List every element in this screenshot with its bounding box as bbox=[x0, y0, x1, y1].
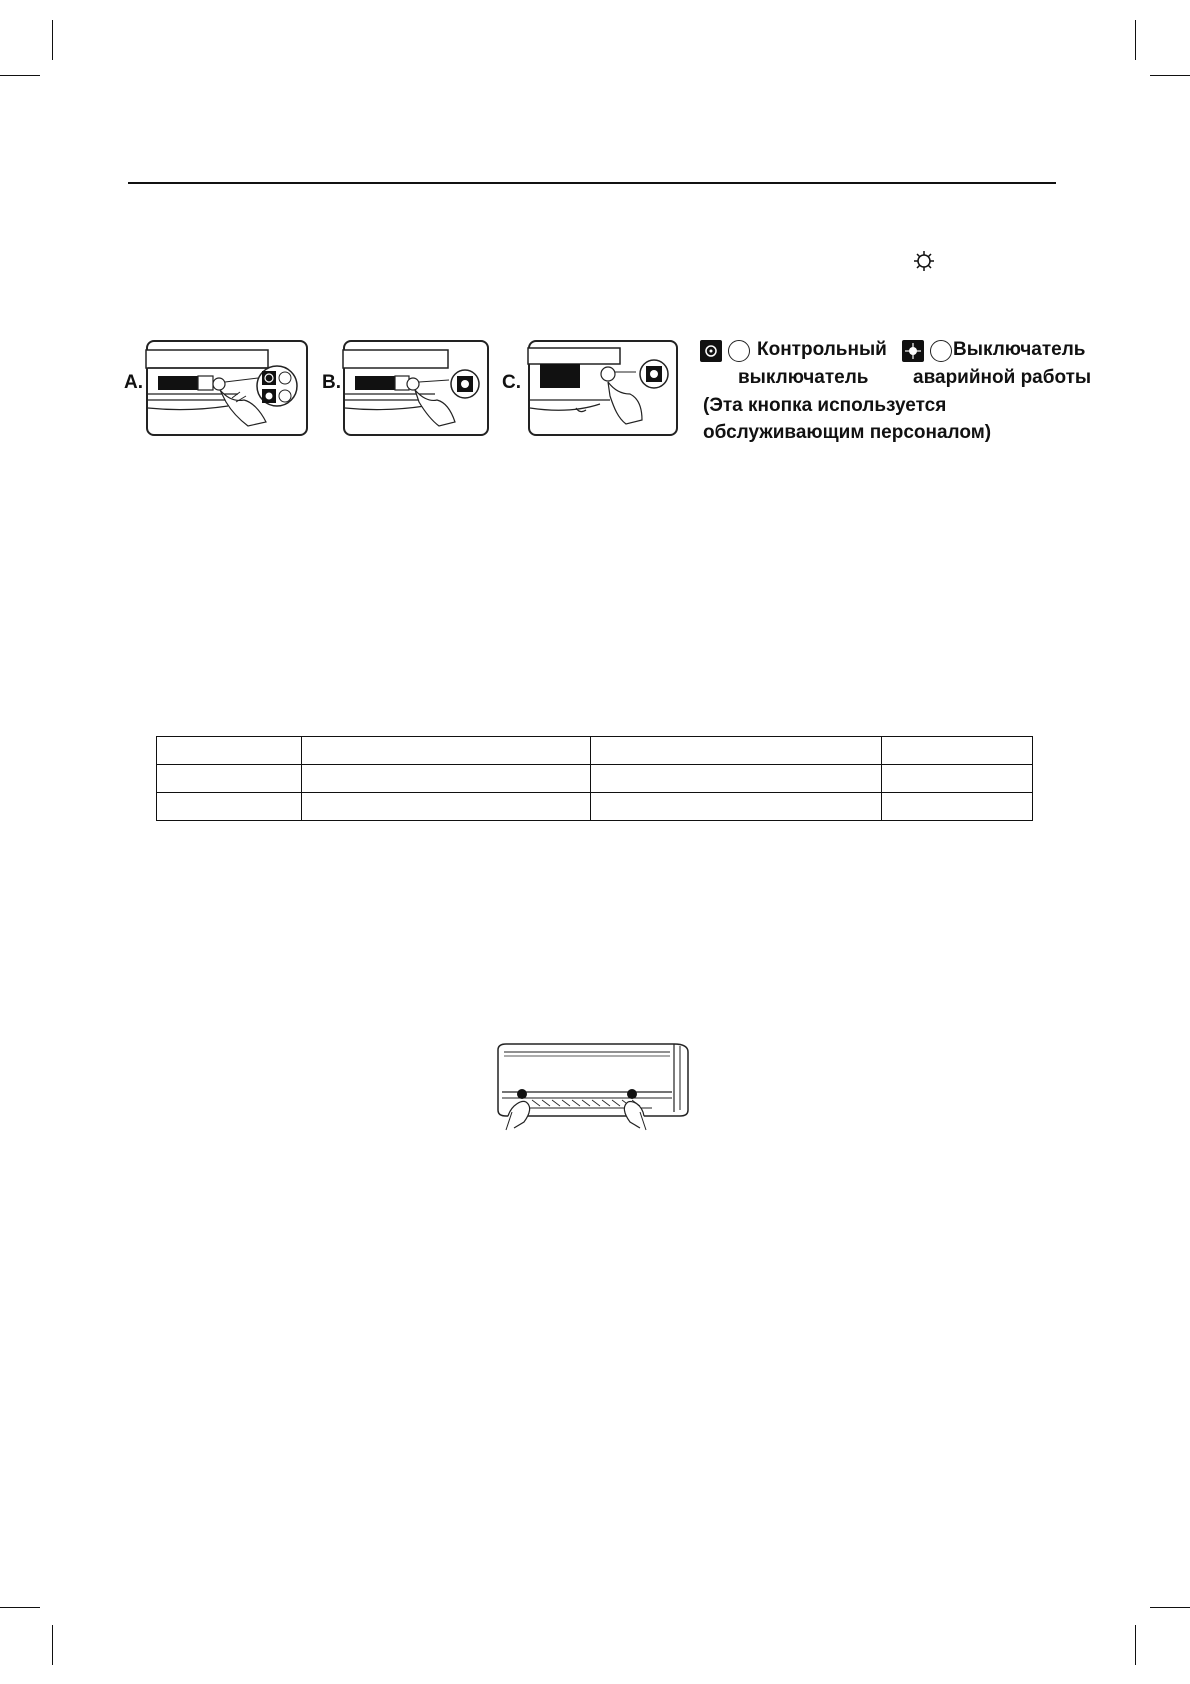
table-cell bbox=[882, 765, 1033, 793]
table-cell bbox=[301, 765, 591, 793]
panel-letter-c: C. bbox=[502, 372, 521, 393]
crop-mark bbox=[0, 75, 40, 76]
snowflake-icon bbox=[913, 250, 935, 272]
table-cell bbox=[591, 737, 882, 765]
emergency-switch-label: Выключатель bbox=[953, 339, 1086, 360]
spec-table bbox=[156, 736, 1033, 821]
crop-mark bbox=[1135, 20, 1136, 60]
control-switch-icon bbox=[700, 340, 722, 362]
panel-letter-b: B. bbox=[322, 372, 341, 393]
table-cell bbox=[882, 793, 1033, 821]
table-cell bbox=[157, 737, 302, 765]
service-note-line-2: обслуживающим персоналом) bbox=[703, 422, 992, 443]
table-cell bbox=[301, 737, 591, 765]
table-cell bbox=[301, 793, 591, 821]
table-cell bbox=[157, 793, 302, 821]
crop-mark bbox=[52, 1625, 53, 1665]
table-row bbox=[157, 793, 1033, 821]
emergency-switch-label-2: аварийной работы bbox=[913, 367, 1092, 388]
panel-c-illustration bbox=[530, 342, 676, 434]
table-row bbox=[157, 765, 1033, 793]
table-cell bbox=[157, 765, 302, 793]
emergency-switch-circle-icon bbox=[930, 340, 952, 362]
crop-mark bbox=[1135, 1625, 1136, 1665]
crop-mark bbox=[1150, 75, 1190, 76]
panel-b bbox=[343, 340, 489, 436]
table-cell bbox=[591, 793, 882, 821]
control-switch-circle-icon bbox=[728, 340, 750, 362]
crop-mark bbox=[52, 20, 53, 60]
table-row bbox=[157, 737, 1033, 765]
panel-c bbox=[528, 340, 678, 436]
control-switch-label-2: выключатель bbox=[738, 367, 869, 388]
emergency-switch-icon bbox=[902, 340, 924, 362]
panel-a-illustration bbox=[148, 342, 306, 434]
control-switch-label: Контрольный bbox=[757, 339, 887, 360]
service-note-line-1: (Эта кнопка используется bbox=[703, 395, 947, 416]
table-cell bbox=[591, 765, 882, 793]
panel-b-illustration bbox=[345, 342, 487, 434]
header-rule bbox=[128, 182, 1056, 184]
table-cell bbox=[882, 737, 1033, 765]
crop-mark bbox=[1150, 1607, 1190, 1608]
indoor-unit-illustration bbox=[492, 1040, 692, 1130]
panel-letter-a: A. bbox=[124, 372, 143, 393]
crop-mark bbox=[0, 1607, 40, 1608]
panel-a bbox=[146, 340, 308, 436]
